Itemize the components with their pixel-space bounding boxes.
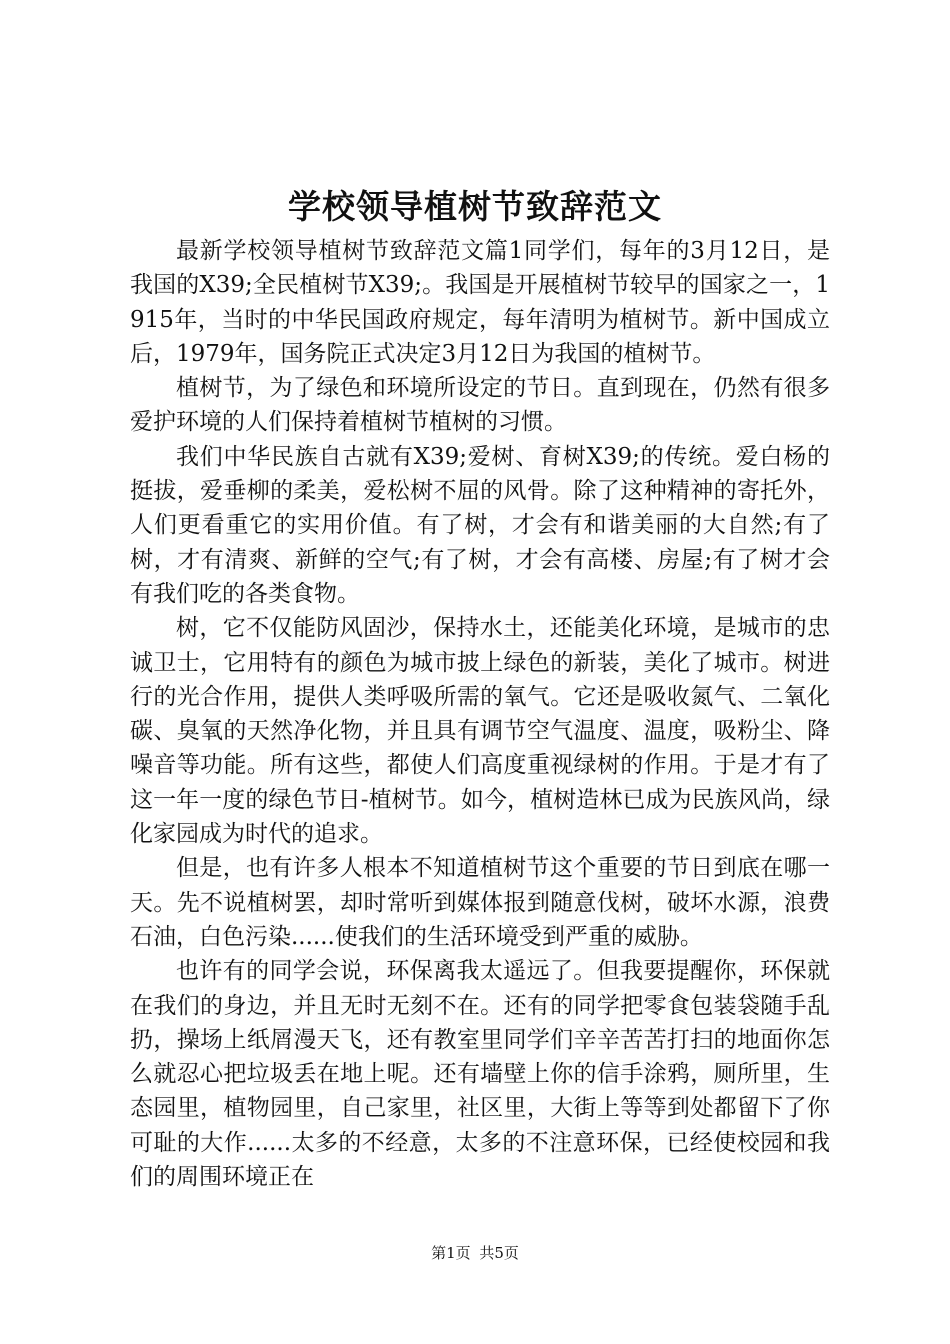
document-body [130,234,830,1194]
paragraph: 树，它不仅能防风固沙，保持水土，还能美化环境，是城市的忠诚卫士，它用特有的颜色为城市披上绿色的新装，美化了城市。树进行的光合作用，提供人类呼吸所需的氧气。它还是吸收氮气、二氧化碳、臭氧的天然净化物，并且具有调节空气温度、温度，吸粉尘、降噪音等功能。所有这些，都使人们高度重视绿树的作用。于是才有了这一年一度的绿色节日-植树节。如今，植树造林已成为民族风尚，绿化家园成为时代的追求。 [130,615,830,848]
paragraph: 也许有的同学会说，环保离我太遥远了。但我要提醒你，环保就在我们的身边，并且无时无刻不在。还有的同学把零食包装袋随手乱扔，操场上纸屑漫天飞，还有教室里同学们辛辛苦苦打扫的地面你怎么就忍心把垃圾丢在地上呢。还有墙壁上你的信手涂鸦，厕所里，生态园里，植物园里，自己家里，社区里，大街上等等到处都留下了你可耻的大作......太多的不经意，太多的不注意环保，已经使校园和我们的周围环境正在 [130,958,830,1191]
paragraph: 植树节，为了绿色和环境所设定的节日。直到现在，仍然有很多爱护环境的人们保持着植树节植树的习惯。 [130,375,830,436]
page-number: 第1页 [431,1244,471,1262]
document-title: 学校领导植树节致辞范文 [288,187,662,226]
page-footer [0,1242,950,1264]
paragraph: 但是，也有许多人根本不知道植树节这个重要的节日到底在哪一天。先不说植树罢，却时常听到媒体报到随意伐树，破坏水源，浪费石油，白色污染......使我们的生活环境受到严重的威胁。 [130,855,830,950]
paragraph: 我们中华民族自古就有X39;爱树、育树X39;的传统。爱白杨的挺拔，爱垂柳的柔美，爱松树不屈的风骨。除了这种精神的寄托外，人们更看重它的实用价值。有了树，才会有和谐美丽的大自然;有了树，才有清爽、新鲜的空气;有了树，才会有高楼、房屋;有了树才会有我们吃的各类食物。 [130,443,830,607]
paragraph: 最新学校领导植树节致辞范文篇1同学们，每年的3月12日，是我国的X39;全民植树节X39;。我国是开展植树节较早的国家之一，1915年，当时的中华民国政府规定，每年清明为植树节。新中国成立后，1979年，国务院正式决定3月12日为我国的植树节。 [130,238,830,367]
page-total: 共5页 [479,1244,519,1262]
